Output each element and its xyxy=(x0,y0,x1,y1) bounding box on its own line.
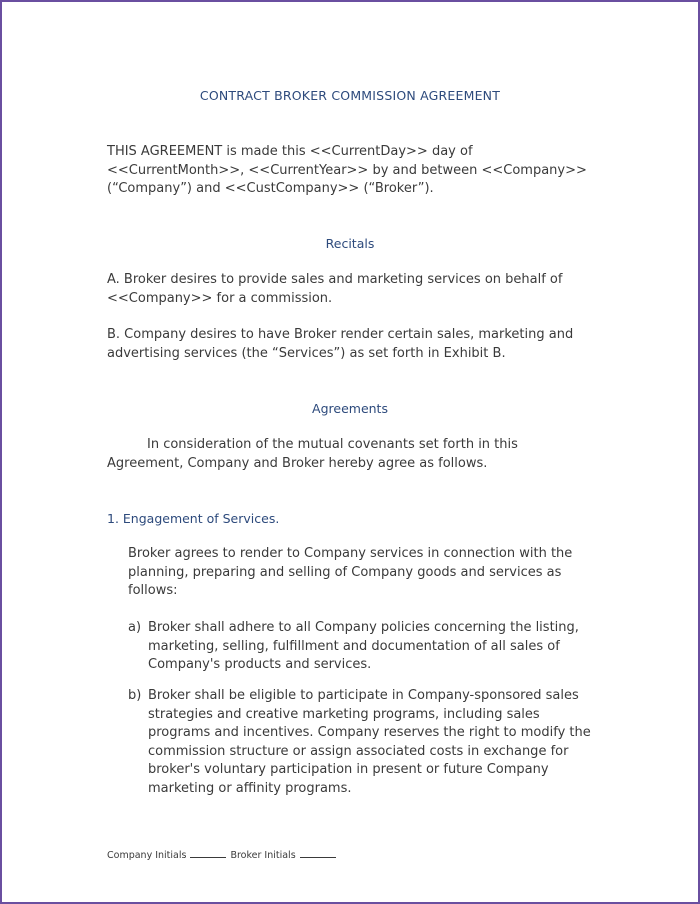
agreements-intro: In consideration of the mutual covenants set forth in this Agreement, Company and Broker hereby agree as follows. xyxy=(107,437,518,471)
agreements-heading: Agreements xyxy=(312,401,388,416)
section-1-heading: 1. Engagement of Services. xyxy=(107,511,280,526)
broker-initials-line[interactable] xyxy=(300,849,336,858)
company-initials-line[interactable] xyxy=(190,849,226,858)
recitals-heading: Recitals xyxy=(325,236,375,251)
list-item-text: Broker shall adhere to all Company policies concerning the listing, marketing, selling, fulfillment and documentation of all sales of Company's products and services. xyxy=(148,620,579,672)
company-initials-label: Company Initials xyxy=(107,850,187,861)
document-title: CONTRACT BROKER COMMISSION AGREEMENT xyxy=(199,88,501,103)
list-item-a xyxy=(128,619,598,675)
section-1-body: Broker agrees to render to Company services in connection with the planning, preparing and selling of Company goods and services as follows: xyxy=(128,546,573,598)
initials-footer xyxy=(107,849,340,861)
intro-paragraph: THIS AGREEMENT is made this <<CurrentDay>> day of <<CurrentMonth>>, <<CurrentYear>> by and between <<Company>> (“Company”) and <<CustCompany>> (“Broker”). xyxy=(107,144,587,196)
recital-a: A. Broker desires to provide sales and marketing services on behalf of <<Company>> for a commission. xyxy=(107,272,563,306)
list-item-b xyxy=(128,687,598,798)
broker-initials-label: Broker Initials xyxy=(230,850,296,861)
list-marker: a) xyxy=(128,620,142,635)
recital-b: B. Company desires to have Broker render certain sales, marketing and advertising services (the “Services”) as set forth in Exhibit B. xyxy=(107,327,574,361)
list-marker: b) xyxy=(128,688,142,703)
list-item-text: Broker shall be eligible to participate in Company-sponsored sales strategies and creative marketing programs, including sales programs and incentives. Company reserves the right to modify the commission structure or assign associated costs in exchange for broker's voluntary participation in present or future Company marketing or affinity programs. xyxy=(148,688,591,796)
